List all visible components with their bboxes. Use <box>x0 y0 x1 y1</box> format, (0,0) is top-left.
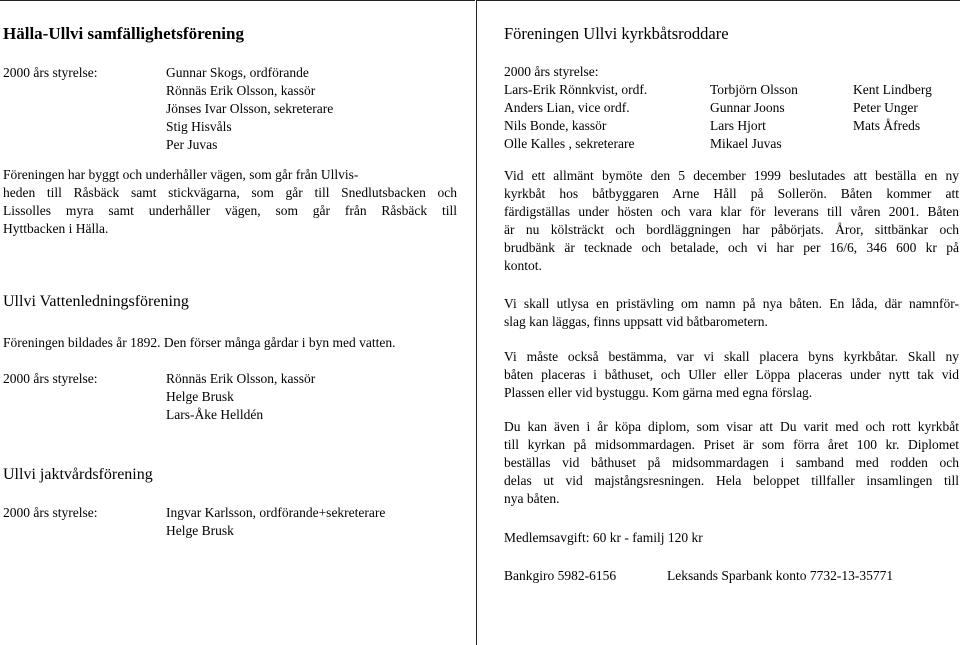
board-member: Helge Brusk <box>166 389 234 404</box>
hunting-board-label: 2000 års styrelse: <box>3 505 98 520</box>
paragraph-line: slag kan läggas, finns uppsatt vid båtbarometern. <box>504 314 768 329</box>
paragraph-line: båten placeras i båthuset, och Uller eller Löppa placeras under nytt tak vid <box>504 367 959 382</box>
paragraph-line: Lissolles myra samt underhåller vägen, som går från Råsbäck till <box>3 203 457 218</box>
boat-order-paragraph <box>504 167 959 275</box>
paragraph-line: till kyrkan på midsommardagen. Priset är som förra året 100 kr. Diplomet <box>504 437 959 452</box>
board-member: Per Juvas <box>166 137 218 152</box>
paragraph-line: Du kan även i år köpa diplom, som visar att Du varit med och rott kyrkbåt <box>504 419 959 434</box>
boat-placement-paragraph <box>504 348 959 402</box>
board-member: Mikael Juvas <box>710 136 782 151</box>
board-member: Rönnäs Erik Olsson, kassör <box>166 371 316 386</box>
hunting-association-heading: Ullvi jaktvårdsförening <box>3 466 153 483</box>
diploma-paragraph <box>504 418 959 508</box>
road-paragraph <box>3 166 457 238</box>
paragraph-line: färdigställas under hösten och vara klar för leverans till våren 2001. Båten <box>504 204 959 219</box>
paragraph-line: kyrkbåt hos båtbyggaren Arne Håll på Sollerön. Båten kommer att <box>504 186 959 201</box>
paragraph-line: Plassen eller vid bystuggu. Kom gärna med egna förslag. <box>504 385 813 400</box>
board-member: Helge Brusk <box>166 523 234 538</box>
board-member: Lars-Erik Rönnkvist, ordf. <box>504 82 648 97</box>
paragraph-line: Vid ett allmänt bymöte den 5 december 1999 beslutades att beställa en ny <box>504 168 959 183</box>
water-association-heading: Ullvi Vattenledningsförening <box>3 293 189 310</box>
board-member: Peter Unger <box>853 100 918 115</box>
board-member: Stig Hisvåls <box>166 119 232 134</box>
board-member: Mats Åfreds <box>853 118 921 133</box>
board-member: Rönnäs Erik Olsson, kassör <box>166 83 316 98</box>
left-column <box>0 0 475 645</box>
board-member: Gunnar Joons <box>710 100 785 115</box>
paragraph-line: heden till Råsbäck samt stickvägarna, som går till Snedlutsbacken och <box>3 185 457 200</box>
board-member: Olle Kalles , sekreterare <box>504 136 635 151</box>
right-column <box>476 0 960 645</box>
bank-account-number: Leksands Sparbank konto 7732-13-35771 <box>667 568 894 583</box>
rowers-association-title: Föreningen Ullvi kyrkbåtsroddare <box>504 24 729 43</box>
board-member: Ingvar Karlsson, ordförande+sekreterare <box>166 505 386 520</box>
paragraph-line: beställas vid båthuset på midsommardagen i samband med rodden och <box>504 455 959 470</box>
board-member: Torbjörn Olsson <box>710 82 798 97</box>
paragraph-line: kontot. <box>504 258 542 273</box>
paragraph-line: är nu kölsträckt och bordläggningen har påbörjats. Åror, sittbänkar och <box>504 222 959 237</box>
water-association-text: Föreningen bildades år 1892. Den förser många gårdar i byn med vatten. <box>3 335 396 350</box>
board-member: Lars-Åke Helldén <box>166 407 264 422</box>
board-member: Nils Bonde, kassör <box>504 118 607 133</box>
naming-contest-paragraph <box>504 295 959 331</box>
board-label: 2000 års styrelse: <box>504 64 599 79</box>
board-label: 2000 års styrelse: <box>3 65 98 80</box>
paragraph-line: brudbänk är tecknade och betalade, och vi har per 16/6, 346 600 kr på <box>504 240 959 255</box>
bankgiro-number: Bankgiro 5982-6156 <box>504 568 617 583</box>
board-member: Anders Lian, vice ordf. <box>504 100 630 115</box>
board-member: Gunnar Skogs, ordförande <box>166 65 309 80</box>
paragraph-line: Vi måste också bestämma, var vi skall placera byns kyrkbåtar. Skall ny <box>504 349 959 364</box>
paragraph-line: Vi skall utlysa en pristävling om namn på nya båten. En låda, där namnför- <box>504 296 959 311</box>
paragraph-line: Hyttbacken i Hälla. <box>3 221 109 236</box>
paragraph-line: nya båten. <box>504 491 560 506</box>
membership-fee: Medlemsavgift: 60 kr - familj 120 kr <box>504 530 703 545</box>
paragraph-line: delas ut vid majstångsresningen. Hela beloppet tillfaller insamlingen till <box>504 473 959 488</box>
board-member: Kent Lindberg <box>853 82 932 97</box>
association-title: Hälla-Ullvi samfällighetsförening <box>3 24 244 43</box>
board-member: Lars Hjort <box>710 118 766 133</box>
board-member: Jönses Ivar Olsson, sekreterare <box>166 101 334 116</box>
paragraph-line: Föreningen har byggt och underhåller vägen, som går från Ullvis- <box>3 167 359 182</box>
water-board-label: 2000 års styrelse: <box>3 371 98 386</box>
